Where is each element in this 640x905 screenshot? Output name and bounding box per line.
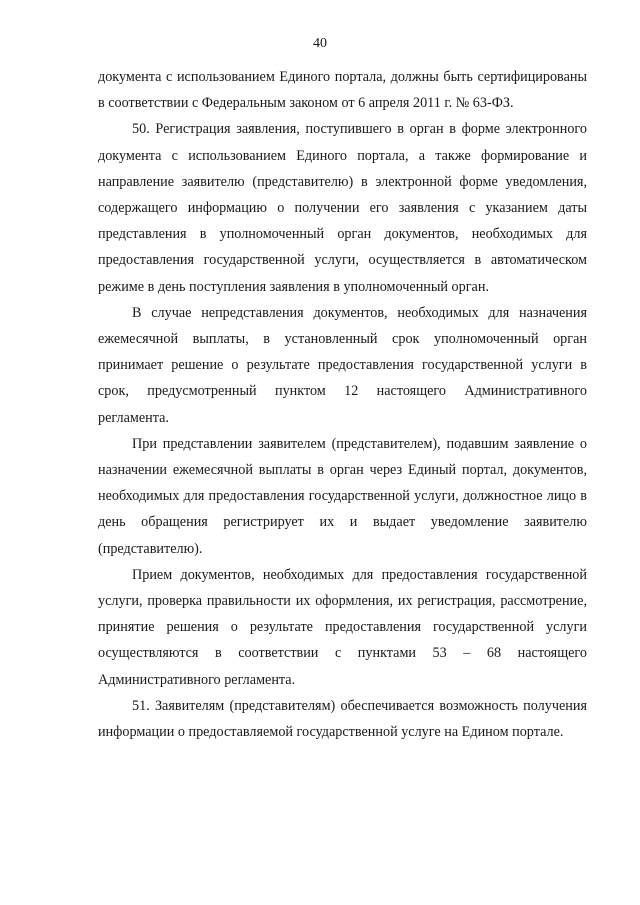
paragraph-document-acceptance: Прием документов, необходимых для предоставления государственной услуги, проверка правильности их оформления, их регистрация, рассмотрение, принятие решения о результате предоставления государственной услуги осуществляются в соответствии с пунктами 53 – 68 настоящего Административного регламента. xyxy=(98,566,587,688)
paragraph-item-50: 50. Регистрация заявления, поступившего в орган в форме электронного документа с использованием Единого портала, а также формирование и направление заявителю (представителю) в электронной форме уведомления, содержащего информацию о получении его заявления с указанием даты представления в уполномоченный орган документов, необходимых для предоставления государственной услуги, осуществляется в автоматическом режиме в день поступления заявления в уполномоченный орган. xyxy=(98,121,587,295)
paragraph-continuation: документа с использованием Единого портала, должны быть сертифицированы в соответствии с Федеральным законом от 6 апреля 2011 г. № 63-ФЗ. xyxy=(98,69,587,112)
document-body xyxy=(98,64,587,745)
paragraph-non-submission: В случае непредставления документов, необходимых для назначения ежемесячной выплаты, в установленный срок уполномоченный орган принимает решение о результате предоставления государственной услуги в срок, предусмотренный пунктом 12 настоящего Административного регламента. xyxy=(98,304,587,426)
paragraph-item-51: 51. Заявителям (представителям) обеспечивается возможность получения информации о предоставляемой государственной услуге на Едином портале. xyxy=(98,697,587,741)
paragraph-submission-via-portal: При представлении заявителем (представителем), подавшим заявление о назначении ежемесячной выплаты в орган через Единый портал, документов, необходимых для предоставления государственной услуги, должностное лицо в день обращения регистрирует их и выдает уведомление заявителю (представителю). xyxy=(98,435,587,557)
page-number: 40 xyxy=(313,36,327,51)
